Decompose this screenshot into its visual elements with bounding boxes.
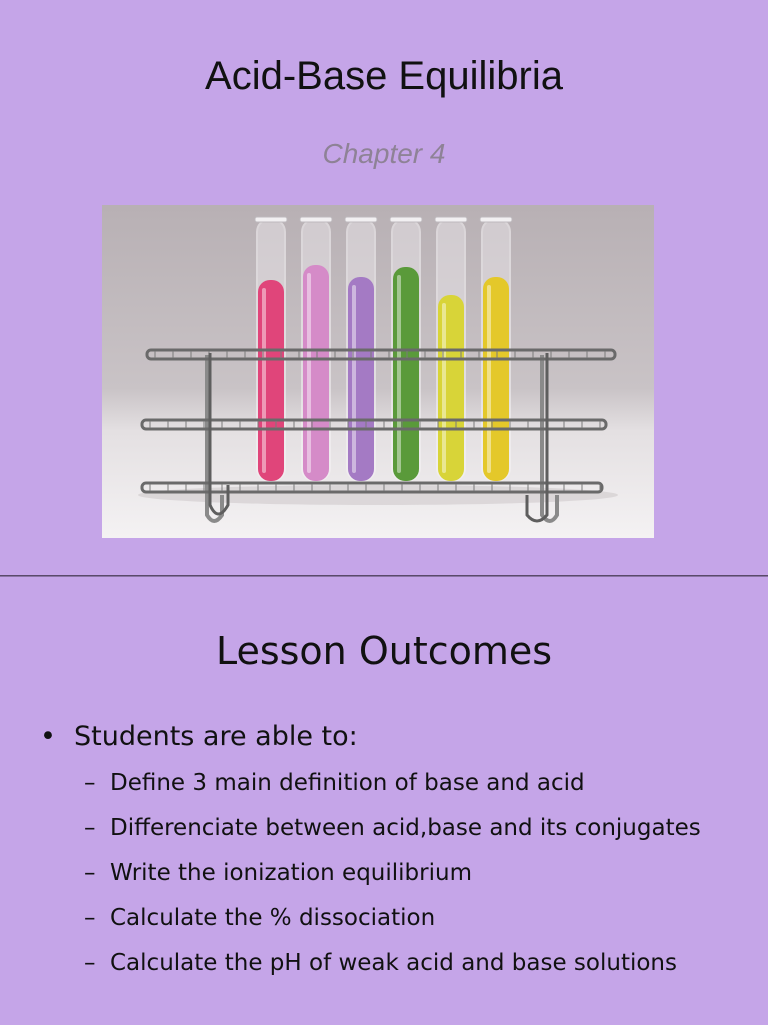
rack-shelf	[147, 350, 615, 359]
test-tubes-rack-icon	[102, 205, 654, 538]
outcome-item	[84, 767, 744, 800]
tube-liquid	[393, 267, 419, 481]
tube-rim	[255, 217, 287, 222]
tube-highlight	[307, 273, 311, 473]
outcome-item	[84, 812, 744, 845]
tube-liquid	[348, 277, 374, 481]
outcome-item	[84, 947, 744, 980]
outcome-text: Define 3 main definition of base and acid	[110, 770, 585, 796]
tube-rim	[480, 217, 512, 222]
outcome-text: Calculate the pH of weak acid and base solutions	[110, 950, 677, 976]
tube-liquid	[483, 277, 509, 481]
tube-rim	[300, 217, 332, 222]
slide-2	[0, 576, 768, 1025]
tube-rim	[435, 217, 467, 222]
outcome-text: Write the ionization equilibrium	[110, 860, 472, 886]
tube-rim	[345, 217, 377, 222]
slide-subtitle: Chapter 4	[322, 138, 446, 169]
slide-title: Acid-Base Equilibria	[205, 54, 563, 98]
tube-liquid	[258, 280, 284, 481]
outcome-text: Calculate the % dissociation	[110, 905, 436, 931]
outcomes-list	[84, 767, 744, 992]
slide-title: Lesson Outcomes	[215, 629, 553, 673]
dash-symbol: –	[84, 905, 96, 931]
tube-highlight	[397, 275, 401, 473]
dash-symbol: –	[84, 860, 96, 886]
tube-highlight	[487, 285, 491, 473]
dash-symbol: –	[84, 950, 96, 976]
tube-rim	[390, 217, 422, 222]
outcome-item	[84, 857, 744, 890]
test-tubes-photo	[102, 205, 654, 538]
dash-symbol: –	[84, 815, 96, 841]
bullet-item	[40, 721, 358, 752]
tube-highlight	[352, 285, 356, 473]
outcome-item	[84, 902, 744, 935]
bullet-text: Students are able to:	[74, 721, 358, 752]
bullet-symbol: •	[40, 721, 56, 752]
dash-symbol: –	[84, 770, 96, 796]
tube-liquid	[303, 265, 329, 481]
tube-liquid	[438, 295, 464, 481]
tube-highlight	[442, 303, 446, 473]
tube-highlight	[262, 288, 266, 473]
outcome-text: Differenciate between acid,base and its conjugates	[110, 815, 701, 841]
